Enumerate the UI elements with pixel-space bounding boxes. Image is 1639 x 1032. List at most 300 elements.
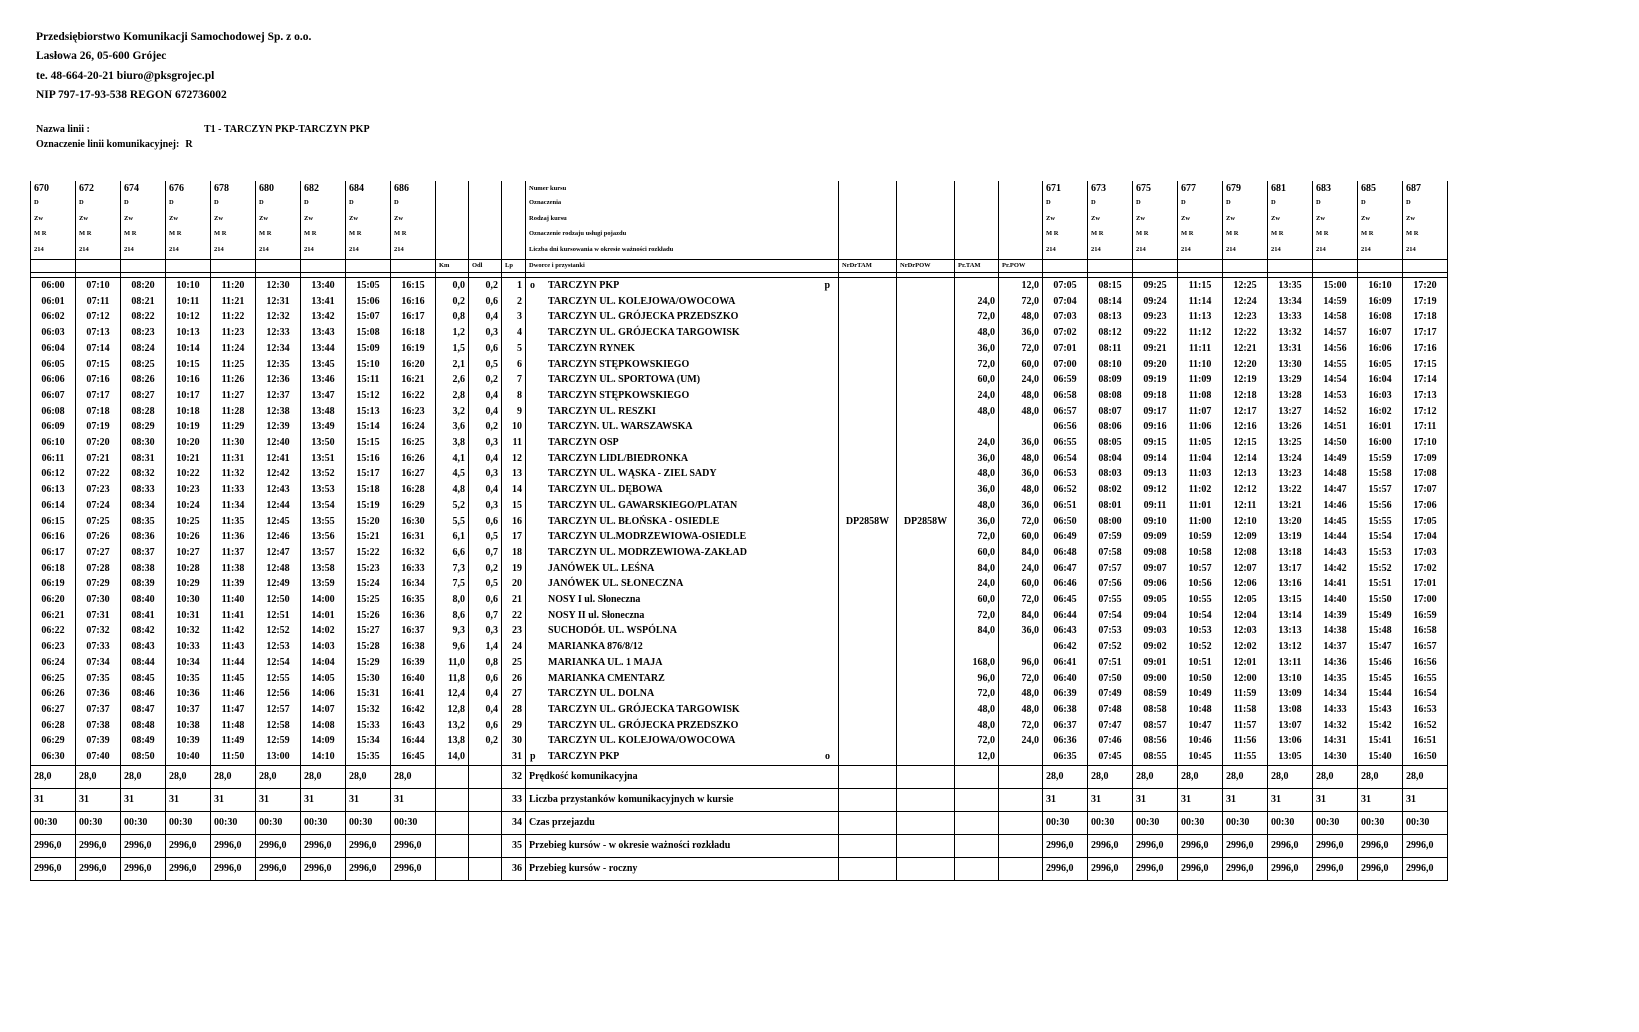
right-course-header: [1133, 181, 1178, 260]
departure-time: 09:19: [1133, 372, 1178, 388]
departure-time: 08:01: [1088, 498, 1133, 514]
departure-time: 08:32: [121, 466, 166, 482]
summary-blank: [897, 811, 955, 834]
label-blank: [1133, 260, 1178, 273]
summary-value: 00:30: [166, 811, 211, 834]
course-num: 676: [169, 183, 184, 194]
company-ids: NIP 797-17-93-538 REGON 672736002: [36, 89, 227, 102]
departure-time: 06:52: [1043, 482, 1088, 498]
stop-name: TARCZYN LIDL/BIEDRONKA: [548, 452, 689, 464]
departure-time: 06:07: [31, 388, 76, 404]
header-blank: [955, 181, 999, 260]
departure-time: 08:27: [121, 388, 166, 404]
summary-value: 28,0: [1268, 765, 1313, 788]
departure-time: 13:14: [1268, 608, 1313, 624]
summary-value: 2996,0: [1268, 857, 1313, 880]
departure-time: 13:12: [1268, 639, 1313, 655]
stop-row: [31, 702, 1448, 718]
departure-time: 09:15: [1133, 435, 1178, 451]
summary-label: Przebieg kursów - roczny: [526, 857, 839, 880]
summary-blank: [897, 765, 955, 788]
course-d: D: [1091, 199, 1096, 206]
stop-row: [31, 576, 1448, 592]
summary-blank: [999, 811, 1043, 834]
departure-time: 09:05: [1133, 592, 1178, 608]
column-label-row: [31, 260, 1448, 273]
odl-value: 0,6: [469, 671, 502, 687]
departure-time: 06:56: [1043, 419, 1088, 435]
departure-time: 14:43: [1313, 545, 1358, 561]
departure-time: 10:28: [166, 561, 211, 577]
departure-time: 07:10: [76, 278, 121, 294]
summary-label: Przebieg kursów - w okresie ważności rozkładu: [526, 834, 839, 857]
departure-time: 08:06: [1088, 419, 1133, 435]
prpow-value: 72,0: [999, 294, 1043, 310]
summary-value: 31: [166, 788, 211, 811]
departure-time: 09:17: [1133, 404, 1178, 420]
summary-value: 00:30: [121, 811, 166, 834]
departure-time: 15:55: [1358, 514, 1403, 530]
summary-blank: [436, 788, 469, 811]
departure-time: 06:09: [31, 419, 76, 435]
departure-time: 14:36: [1313, 655, 1358, 671]
departure-time: 07:45: [1088, 749, 1133, 765]
departure-time: 12:19: [1223, 372, 1268, 388]
summary-value: 2996,0: [1403, 857, 1448, 880]
departure-time: 15:22: [346, 545, 391, 561]
departure-time: 16:08: [1358, 309, 1403, 325]
departure-time: 11:11: [1178, 341, 1223, 357]
summary-blank: [436, 834, 469, 857]
departure-time: 10:16: [166, 372, 211, 388]
departure-time: 16:50: [1403, 749, 1448, 765]
departure-time: 07:29: [76, 576, 121, 592]
departure-time: 16:09: [1358, 294, 1403, 310]
departure-time: 10:48: [1178, 702, 1223, 718]
stop-name: TARCZYN UL. KOLEJOWA/OWOCOWA: [548, 295, 736, 307]
departure-time: 07:31: [76, 608, 121, 624]
departure-time: 11:41: [211, 608, 256, 624]
prtam-value: 48,0: [955, 498, 999, 514]
summary-blank: [469, 788, 502, 811]
prtam-value: [955, 278, 999, 294]
summary-value: 31: [1223, 788, 1268, 811]
odl-value: 0,4: [469, 686, 502, 702]
course-d: D: [34, 199, 39, 206]
stop-row: [31, 451, 1448, 467]
prpow-value: 36,0: [999, 325, 1043, 341]
km-value: 8,0: [436, 592, 469, 608]
departure-time: 16:26: [391, 451, 436, 467]
departure-time: 06:18: [31, 561, 76, 577]
departure-time: 17:14: [1403, 372, 1448, 388]
km-value: 12,4: [436, 686, 469, 702]
summary-value: 2996,0: [1313, 857, 1358, 880]
departure-time: 15:43: [1358, 702, 1403, 718]
summary-value: 2996,0: [256, 857, 301, 880]
summary-value: 00:30: [1178, 811, 1223, 834]
stop-name-cell: [526, 639, 839, 655]
departure-time: 06:29: [31, 733, 76, 749]
departure-time: 06:54: [1043, 451, 1088, 467]
departure-time: 10:46: [1178, 733, 1223, 749]
departure-time: 08:47: [121, 702, 166, 718]
label-blank: [1403, 260, 1448, 273]
departure-time: 11:20: [211, 278, 256, 294]
odl-value: 0,2: [469, 372, 502, 388]
lp-value: 29: [502, 718, 526, 734]
course-zw: Zw: [79, 214, 89, 222]
course-mr: M R: [214, 230, 227, 237]
stop-row: [31, 466, 1448, 482]
km-value: 5,2: [436, 498, 469, 514]
summary-value: 2996,0: [1178, 834, 1223, 857]
summary-blank: [436, 811, 469, 834]
departure-time: 06:36: [1043, 733, 1088, 749]
right-course-header: [1043, 181, 1088, 260]
departure-time: 14:09: [301, 733, 346, 749]
departure-time: 15:11: [346, 372, 391, 388]
left-course-header: [121, 181, 166, 260]
km-value: 14,0: [436, 749, 469, 765]
course-d: D: [214, 199, 219, 206]
departure-time: 06:14: [31, 498, 76, 514]
departure-time: 08:48: [121, 718, 166, 734]
lp-value: 15: [502, 498, 526, 514]
departure-time: 07:13: [76, 325, 121, 341]
summary-label: Prędkość komunikacyjna: [526, 765, 839, 788]
odl-value: 0,3: [469, 466, 502, 482]
departure-time: 16:52: [1403, 718, 1448, 734]
stop-name: TARCZYN UL. DOLNA: [548, 688, 655, 700]
course-zw: Zw: [259, 214, 269, 222]
lp-label: Lp: [502, 260, 526, 273]
departure-time: 09:03: [1133, 623, 1178, 639]
stop-name-cell: [526, 309, 839, 325]
course-num: 675: [1136, 183, 1151, 194]
lp-value: 9: [502, 404, 526, 420]
departure-time: 12:39: [256, 419, 301, 435]
summary-label: Czas przejazdu: [526, 811, 839, 834]
prpow-value: 84,0: [999, 608, 1043, 624]
stop-name: NOSY I ul. Słoneczna: [548, 594, 641, 606]
lp-value: 11: [502, 435, 526, 451]
summary-value: 28,0: [1313, 765, 1358, 788]
course-d: D: [1361, 199, 1366, 206]
summary-blank: [999, 834, 1043, 857]
lp-value: 18: [502, 545, 526, 561]
course-zw: Zw: [1181, 214, 1191, 222]
departure-time: 15:24: [346, 576, 391, 592]
stop-name-cell: [526, 514, 839, 530]
departure-time: 14:02: [301, 623, 346, 639]
departure-time: 09:12: [1133, 482, 1178, 498]
stop-name-cell: [526, 466, 839, 482]
label-blank: [1313, 260, 1358, 273]
prtam-value: 84,0: [955, 623, 999, 639]
departure-time: 12:24: [1223, 294, 1268, 310]
summary-value: 2996,0: [76, 834, 121, 857]
prpow-value: 72,0: [999, 341, 1043, 357]
prtam-value: 72,0: [955, 529, 999, 545]
departure-time: 10:23: [166, 482, 211, 498]
departure-time: 10:22: [166, 466, 211, 482]
prpow-value: 72,0: [999, 671, 1043, 687]
odl-value: 0,6: [469, 341, 502, 357]
lp-value: 23: [502, 623, 526, 639]
departure-time: 08:45: [121, 671, 166, 687]
course-n: 214: [1406, 245, 1416, 253]
summary-blank: [999, 765, 1043, 788]
departure-time: 15:42: [1358, 718, 1403, 734]
departure-time: 13:24: [1268, 451, 1313, 467]
course-n: 214: [1091, 245, 1101, 253]
departure-time: 07:18: [76, 404, 121, 420]
departure-time: 12:16: [1223, 419, 1268, 435]
departure-time: 14:44: [1313, 529, 1358, 545]
departure-time: 16:21: [391, 372, 436, 388]
departure-time: 13:17: [1268, 561, 1313, 577]
summary-value: 31: [1268, 788, 1313, 811]
departure-time: 14:40: [1313, 592, 1358, 608]
departure-time: 10:17: [166, 388, 211, 404]
departure-time: 17:13: [1403, 388, 1448, 404]
summary-value: 31: [1043, 788, 1088, 811]
departure-time: 06:30: [31, 749, 76, 765]
summary-blank: [999, 857, 1043, 880]
summary-value: 31: [1313, 788, 1358, 811]
departure-time: 11:15: [1178, 278, 1223, 294]
departure-time: 12:35: [256, 357, 301, 373]
departure-time: 07:23: [76, 482, 121, 498]
departure-time: 13:08: [1268, 702, 1313, 718]
departure-time: 11:37: [211, 545, 256, 561]
departure-time: 10:25: [166, 514, 211, 530]
lp-value: 25: [502, 655, 526, 671]
prpow-value: [999, 639, 1043, 655]
departure-time: 08:35: [121, 514, 166, 530]
course-n: 214: [259, 245, 269, 253]
departure-time: 12:30: [256, 278, 301, 294]
departure-time: 09:08: [1133, 545, 1178, 561]
stop-name: JANÓWEK UL. SŁONECZNA: [548, 578, 684, 590]
summary-blank: [897, 834, 955, 857]
departure-time: 13:46: [301, 372, 346, 388]
stop-name: TARCZYN UL. GRÓJECKA PRZEDSZKO: [548, 311, 739, 323]
left-course-header: [166, 181, 211, 260]
departure-time: 08:25: [121, 357, 166, 373]
stop-name-cell: [526, 749, 839, 765]
departure-time: 10:37: [166, 702, 211, 718]
departure-time: 12:07: [1223, 561, 1268, 577]
summary-value: 2996,0: [1223, 857, 1268, 880]
course-zw: Zw: [124, 214, 134, 222]
departure-time: 13:47: [301, 388, 346, 404]
prpow-value: 48,0: [999, 686, 1043, 702]
stop-row: [31, 529, 1448, 545]
departure-time: 15:53: [1358, 545, 1403, 561]
km-value: 11,8: [436, 671, 469, 687]
course-mr: M R: [79, 230, 92, 237]
departure-time: 12:38: [256, 404, 301, 420]
departure-time: 15:34: [346, 733, 391, 749]
departure-time: 12:45: [256, 514, 301, 530]
lp-value: 12: [502, 451, 526, 467]
departure-time: 07:05: [1043, 278, 1088, 294]
departure-time: 15:30: [346, 671, 391, 687]
descriptor-label: Oznaczenie rodzaju usługi pojazdu: [529, 230, 627, 237]
departure-time: 14:08: [301, 718, 346, 734]
summary-value: 00:30: [391, 811, 436, 834]
departure-time: 12:09: [1223, 529, 1268, 545]
departure-time: 10:29: [166, 576, 211, 592]
departure-time: 10:51: [1178, 655, 1223, 671]
odl-value: 0,4: [469, 404, 502, 420]
stop-name-cell: [526, 419, 839, 435]
prpow-value: 60,0: [999, 357, 1043, 373]
km-label: Km: [436, 260, 469, 273]
departure-time: 13:34: [1268, 294, 1313, 310]
label-blank: [211, 260, 256, 273]
left-course-header: [256, 181, 301, 260]
departure-time: 06:15: [31, 514, 76, 530]
departure-time: 13:21: [1268, 498, 1313, 514]
departure-time: 15:12: [346, 388, 391, 404]
label-blank: [301, 260, 346, 273]
departure-time: 16:15: [391, 278, 436, 294]
stop-row: [31, 639, 1448, 655]
summary-value: 31: [1403, 788, 1448, 811]
odl-value: 0,3: [469, 623, 502, 639]
summary-blank: [436, 765, 469, 788]
departure-time: 06:50: [1043, 514, 1088, 530]
departure-time: 17:00: [1403, 592, 1448, 608]
departure-time: 10:30: [166, 592, 211, 608]
departure-time: 17:11: [1403, 419, 1448, 435]
label-blank: [1358, 260, 1403, 273]
stop-row: [31, 435, 1448, 451]
course-zw: Zw: [394, 214, 404, 222]
label-blank: [1088, 260, 1133, 273]
summary-value: 2996,0: [391, 834, 436, 857]
departure-time: 11:09: [1178, 372, 1223, 388]
prpow-value: 24,0: [999, 561, 1043, 577]
departure-time: 08:38: [121, 561, 166, 577]
departure-time: 11:49: [211, 733, 256, 749]
stop-row: [31, 655, 1448, 671]
km-value: 3,6: [436, 419, 469, 435]
departure-time: 15:08: [346, 325, 391, 341]
departure-time: 16:03: [1358, 388, 1403, 404]
summary-value: 2996,0: [166, 834, 211, 857]
departure-time: 15:18: [346, 482, 391, 498]
departure-time: 07:58: [1088, 545, 1133, 561]
prtam-value: 72,0: [955, 608, 999, 624]
course-num: 682: [304, 183, 319, 194]
line-code-value: R: [185, 139, 193, 150]
departure-time: 15:48: [1358, 623, 1403, 639]
departure-time: 13:57: [301, 545, 346, 561]
departure-time: 14:39: [1313, 608, 1358, 624]
stop-name-cell: [526, 655, 839, 671]
course-header-row: [31, 181, 1448, 260]
stop-name-cell: [526, 357, 839, 373]
departure-time: 16:01: [1358, 419, 1403, 435]
km-value: 3,2: [436, 404, 469, 420]
course-mr: M R: [1316, 230, 1329, 237]
departure-time: 12:34: [256, 341, 301, 357]
stop-name: TARCZYN UL. GRÓJECKA TARGOWISK: [548, 327, 740, 339]
departure-time: 17:06: [1403, 498, 1448, 514]
departure-time: 12:43: [256, 482, 301, 498]
departure-time: 06:13: [31, 482, 76, 498]
odl-value: 0,5: [469, 576, 502, 592]
departure-time: 11:57: [1223, 718, 1268, 734]
departure-time: 06:21: [31, 608, 76, 624]
summary-label: Liczba przystanków komunikacyjnych w kursie: [526, 788, 839, 811]
stop-row: [31, 278, 1448, 294]
departure-time: 11:07: [1178, 404, 1223, 420]
left-course-header: [391, 181, 436, 260]
departure-time: 12:01: [1223, 655, 1268, 671]
stop-row: [31, 608, 1448, 624]
stop-row: [31, 325, 1448, 341]
summary-value: 00:30: [301, 811, 346, 834]
departure-time: 08:43: [121, 639, 166, 655]
departure-time: 16:27: [391, 466, 436, 482]
departure-time: 06:03: [31, 325, 76, 341]
departure-time: 08:15: [1088, 278, 1133, 294]
km-value: 13,2: [436, 718, 469, 734]
stop-name-cell: [526, 529, 839, 545]
departure-time: 12:13: [1223, 466, 1268, 482]
km-value: 7,3: [436, 561, 469, 577]
course-num: 685: [1361, 183, 1376, 194]
departure-time: 08:14: [1088, 294, 1133, 310]
departure-time: 06:51: [1043, 498, 1088, 514]
stop-name: TARCZYN UL. DĘBOWA: [548, 484, 663, 496]
km-value: 6,6: [436, 545, 469, 561]
stop-name-cell: [526, 576, 839, 592]
odl-value: 0,8: [469, 655, 502, 671]
departure-time: 08:34: [121, 498, 166, 514]
departure-time: 08:33: [121, 482, 166, 498]
departure-time: 09:00: [1133, 671, 1178, 687]
departure-time: 11:43: [211, 639, 256, 655]
course-num: 684: [349, 183, 364, 194]
departure-time: 10:52: [1178, 639, 1223, 655]
departure-time: 08:11: [1088, 341, 1133, 357]
departure-time: 15:40: [1358, 749, 1403, 765]
km-value: 12,8: [436, 702, 469, 718]
summary-blank: [839, 788, 897, 811]
course-d: D: [349, 199, 354, 206]
departure-time: 07:57: [1088, 561, 1133, 577]
departure-time: 11:13: [1178, 309, 1223, 325]
departure-time: 13:41: [301, 294, 346, 310]
departure-time: 10:47: [1178, 718, 1223, 734]
departure-time: 10:18: [166, 404, 211, 420]
departure-time: 10:35: [166, 671, 211, 687]
departure-time: 06:42: [1043, 639, 1088, 655]
summary-value: 31: [301, 788, 346, 811]
departure-time: 10:58: [1178, 545, 1223, 561]
stop-name: TARCZYN PKP: [548, 280, 620, 291]
departure-time: 13:09: [1268, 686, 1313, 702]
departure-time: 07:40: [76, 749, 121, 765]
course-d: D: [1181, 199, 1186, 206]
km-value: 1,5: [436, 341, 469, 357]
